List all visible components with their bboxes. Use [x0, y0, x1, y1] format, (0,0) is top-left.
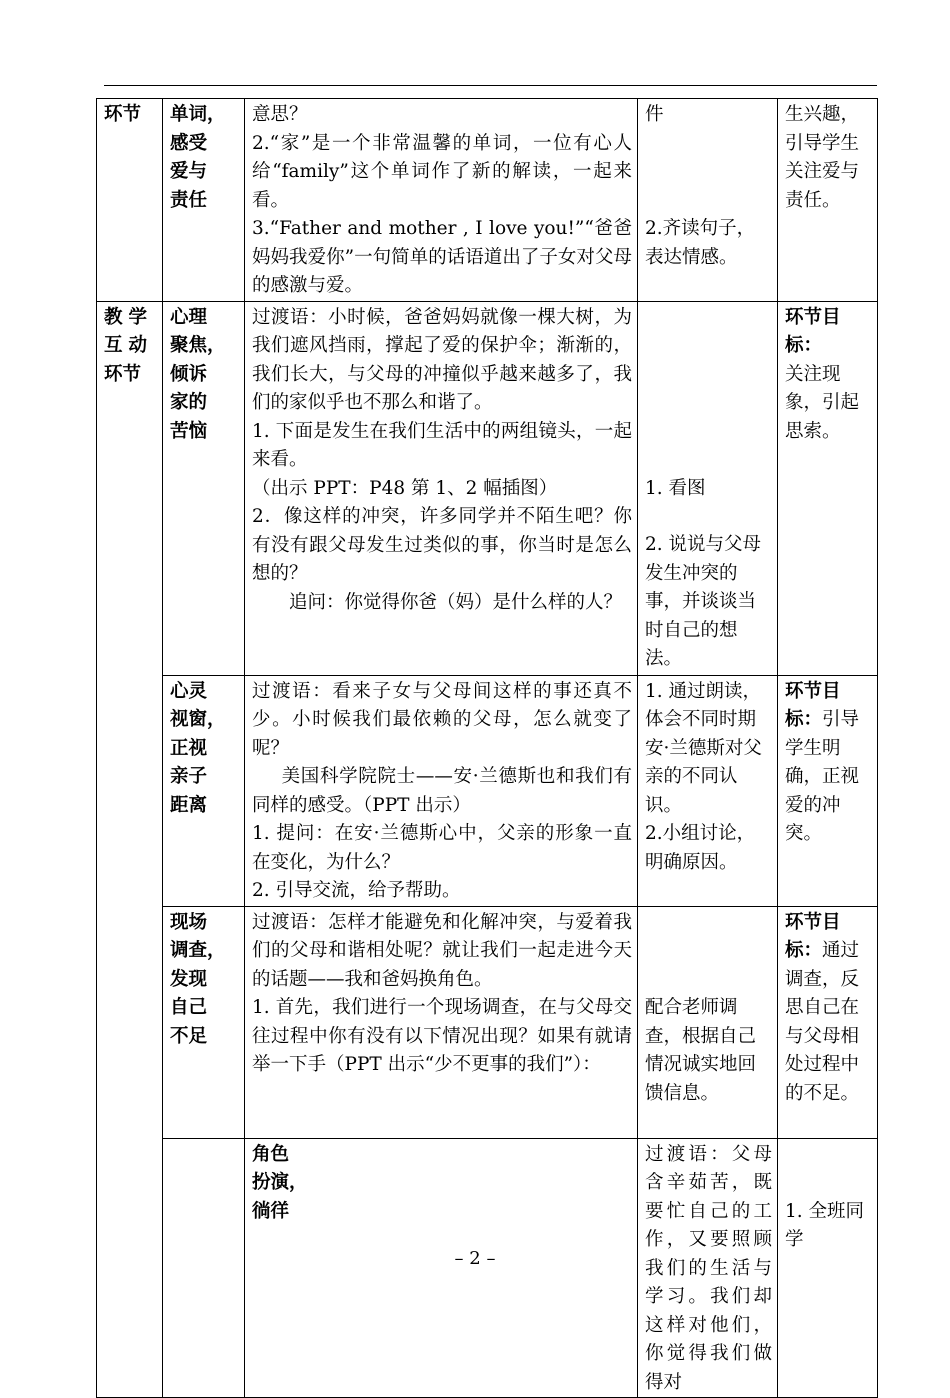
stage-line: 环节 [104, 363, 142, 385]
topic-cell [163, 99, 245, 302]
topic-line: 不足 [170, 1025, 208, 1047]
teacher-paragraph: 过渡语：怎样才能避免和化解冲突，与爱着我们的父母和谐相处呢？就让我们一起走进今天的话题——我和爸妈换角色。 [252, 911, 632, 990]
goal-text: 通过调查，反思自己在与父母相处过程中的不足。 [785, 940, 860, 1104]
goal-cell [778, 675, 878, 906]
teacher-paragraph: 1. 提问：在安·兰德斯心中，父亲的形象一直在变化，为什么？ [252, 823, 632, 873]
stage-cell [97, 301, 163, 1398]
topic-cell [163, 906, 245, 1138]
student-activity-cell [638, 906, 778, 1138]
goal-label: 环节目标： [785, 306, 841, 356]
teacher-activity-cell [245, 301, 638, 675]
topic-line: 扮演， [252, 1172, 308, 1193]
goal-cell [778, 99, 878, 302]
topic-line: 发现 [170, 968, 208, 990]
student-activity-cell [638, 675, 778, 906]
stage-line: 教学 [104, 306, 154, 328]
teacher-paragraph: （出示 PPT：P48 第 1、2 幅插图） [252, 477, 558, 499]
topic-line: 正视 [170, 737, 208, 759]
goal-cell [778, 906, 878, 1138]
table-row [97, 99, 878, 302]
student-paragraph: 2.齐读句子，表达情感。 [645, 218, 756, 268]
topic-line: 聚焦， [170, 335, 226, 356]
topic-line: 调查， [170, 940, 226, 961]
teacher-paragraph: 2.“家”是一个非常温馨的单词，一位有心人给“family”这个单词作了新的解读，一起来看。 [252, 132, 632, 211]
table-row [97, 906, 878, 1138]
topic-line: 爱与 [170, 161, 208, 182]
student-paragraph: 2.小组讨论，明确原因。 [645, 823, 756, 873]
topic-line: 视窗， [170, 709, 226, 730]
topic-line: 家的 [170, 392, 208, 413]
student-activity-cell [638, 99, 778, 302]
topic-line: 距离 [170, 794, 208, 816]
topic-line: 苦恼 [170, 420, 208, 442]
teacher-paragraph: 美国科学院院士——安·兰德斯也和我们有同样的感受。（PPT 出示） [252, 766, 632, 816]
goal-label: 环节目标： [785, 680, 841, 730]
goal-text: 生兴趣，引导学生关注爱与责任。 [785, 104, 860, 211]
student-paragraph: 1. 看图 [645, 477, 706, 499]
page-number: – 2 – [454, 1248, 496, 1269]
topic-line: 倾诉 [170, 363, 208, 385]
teacher-paragraph: 过渡语：小时候，爸爸妈妈就像一棵大树，为我们遮风挡雨，撑起了爱的保护伞；渐渐的，我们长大，与父母的冲撞似乎越来越多了，我们的家似乎也不那么和谐了。 [252, 306, 632, 413]
student-paragraph: 配合老师调查，根据自己情况诚实地回馈信息。 [645, 997, 757, 1104]
teacher-paragraph: 过渡语：父母含辛茹苦，既要忙自己的工作，又要照顾我们的生活与学习。我们却这样对他们， 你觉得我们做得对 [645, 1143, 772, 1393]
student-paragraph: 件 [645, 104, 664, 125]
goal-label: 环节目标： [785, 911, 841, 961]
teacher-paragraph: 追问：你觉得你爸（妈）是什么样的人？ [289, 591, 623, 613]
header-rule [104, 85, 877, 86]
teacher-paragraph: 过渡语：看来子女与父母间这样的事还真不少。小时候我们最依赖的父母，怎么就变了呢？ [252, 680, 632, 759]
student-paragraph: 1. 全班同学 [785, 1200, 865, 1250]
teacher-activity-cell [245, 99, 638, 302]
teacher-activity-cell [245, 675, 638, 906]
stage-label: 环节 [104, 104, 142, 125]
topic-line: 亲子 [170, 766, 208, 787]
stage-line: 互动 [104, 335, 154, 356]
student-paragraph: 2. 说说与父母发生冲突的事，并谈谈当时自己的想法。 [645, 534, 762, 669]
table-row [97, 301, 878, 675]
topic-line: 心理 [170, 306, 208, 328]
teacher-paragraph: 2．像这样的冲突，许多同学并不陌生吧？你有没有跟父母发生过类似的事，你当时是怎么想的？ [252, 506, 632, 584]
topic-line: 徜徉 [252, 1200, 290, 1222]
topic-line: 单词， [170, 104, 226, 125]
topic-cell [163, 301, 245, 675]
table-row [97, 675, 878, 906]
topic-line: 现场 [170, 911, 208, 933]
goal-cell [778, 301, 878, 675]
teacher-activity-cell [245, 906, 638, 1138]
topic-line: 心灵 [170, 680, 208, 702]
topic-line: 责任 [170, 189, 208, 211]
topic-line: 角色 [252, 1143, 290, 1165]
topic-cell [163, 675, 245, 906]
student-activity-cell [638, 301, 778, 675]
stage-cell [97, 99, 163, 302]
topic-line: 感受 [170, 132, 208, 154]
teacher-paragraph: 3.“Father and mother , I love you!”“爸爸妈妈我爱你”一句简单的话语道出了子女对父母的感激与爱。 [252, 218, 632, 296]
student-paragraph: 1. 通过朗读，体会不同时期安·兰德斯对父亲的不同认识。 [645, 680, 762, 816]
lesson-plan-table [96, 98, 878, 1398]
teacher-paragraph: 1. 首先，我们进行一个现场调查，在与父母交往过程中你有没有以下情况出现？如果有就请举一下手（PPT 出示“少不更事的我们”）： [252, 997, 632, 1075]
goal-text: 关注现象，引起思索。 [785, 363, 860, 442]
teacher-paragraph: 意思？ [252, 104, 308, 125]
teacher-paragraph: 1. 下面是发生在我们生活中的两组镜头，一起来看。 [252, 420, 632, 470]
topic-line: 自己 [170, 997, 208, 1018]
teacher-paragraph: 2. 引导交流，给予帮助。 [252, 880, 461, 901]
goal-text: 引导学生明确，正视爱的冲突。 [785, 709, 860, 844]
